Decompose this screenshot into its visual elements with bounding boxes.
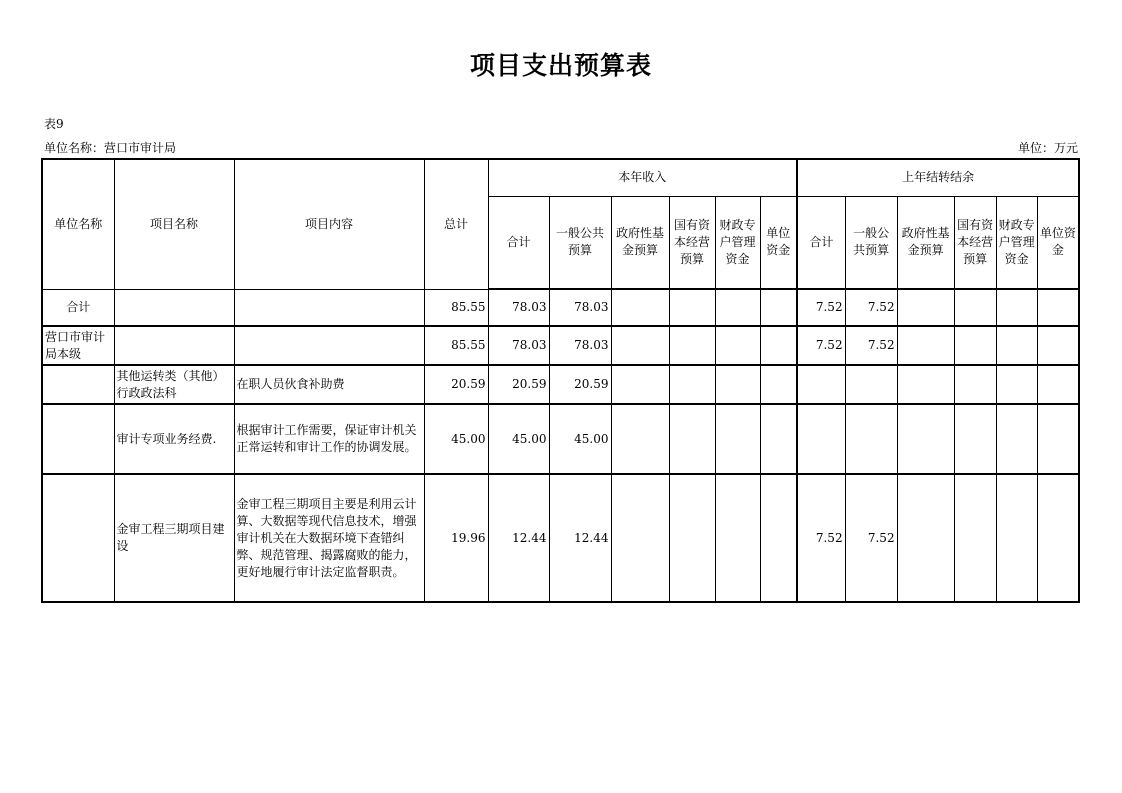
cell-prior-unit-fund (1037, 474, 1079, 602)
header-cur-gov-fund: 政府性基金预算 (611, 196, 669, 289)
cell-cur-unit-fund (760, 289, 797, 326)
cell-prior-unit-fund (1037, 365, 1079, 404)
cell-total: 20.59 (424, 365, 488, 404)
cell-cur-unit-fund (760, 365, 797, 404)
cell-cur-fiscal-special (715, 404, 760, 474)
cell-cur-gov-fund (611, 474, 669, 602)
cell-total: 19.96 (424, 474, 488, 602)
budget-table (41, 158, 1080, 603)
cell-prior-gov-fund (897, 365, 954, 404)
cell-cur-general: 78.03 (549, 289, 611, 326)
header-unit-name: 单位名称 (42, 159, 114, 289)
header-cur-fiscal-special: 财政专户管理资金 (715, 196, 760, 289)
cell-unit: 合计 (42, 289, 114, 326)
cell-cur-general: 20.59 (549, 365, 611, 404)
cell-unit (42, 365, 114, 404)
cell-prior-subtotal: 7.52 (797, 289, 845, 326)
cell-prior-general (845, 404, 897, 474)
cell-cur-subtotal: 45.00 (488, 404, 549, 474)
cell-prior-subtotal (797, 365, 845, 404)
header-prior-state-capital: 国有资本经营预算 (954, 196, 996, 289)
cell-cur-general: 12.44 (549, 474, 611, 602)
cell-cur-fiscal-special (715, 326, 760, 365)
cell-project: 金审工程三期项目建设 (114, 474, 234, 602)
header-cur-general: 一般公共预算 (549, 196, 611, 289)
currency-unit-label: 单位：万元 (1017, 141, 1078, 155)
cell-content (234, 289, 424, 326)
cell-unit (42, 404, 114, 474)
cell-prior-state-capital (954, 404, 996, 474)
cell-cur-fiscal-special (715, 365, 760, 404)
cell-project (114, 326, 234, 365)
cell-prior-gov-fund (897, 289, 954, 326)
cell-prior-gov-fund (897, 474, 954, 602)
header-project-name: 项目名称 (114, 159, 234, 289)
cell-content: 金审工程三期项目主要是利用云计算、大数据等现代信息技术，增强审计机关在大数据环境下查错纠弊、规范管理、揭露腐败的能力，更好地履行审计法定监督职责。 (234, 474, 424, 602)
table-row (42, 289, 1079, 326)
cell-prior-general: 7.52 (845, 326, 897, 365)
header-project-content: 项目内容 (234, 159, 424, 289)
cell-prior-gov-fund (897, 404, 954, 474)
cell-cur-unit-fund (760, 404, 797, 474)
cell-total: 45.00 (424, 404, 488, 474)
cell-prior-fiscal-special (996, 326, 1037, 365)
cell-cur-state-capital (669, 365, 715, 404)
cell-prior-fiscal-special (996, 404, 1037, 474)
header-prior-fiscal-special: 财政专户管理资金 (996, 196, 1037, 289)
cell-cur-gov-fund (611, 289, 669, 326)
table-row (42, 326, 1079, 365)
page-title: 项目支出预算表 (469, 51, 652, 80)
table-number: 表9 (44, 117, 64, 131)
header-prior-general: 一般公共预算 (845, 196, 897, 289)
unit-name-label: 单位名称：营口市审计局 (44, 141, 177, 155)
cell-prior-state-capital (954, 326, 996, 365)
cell-cur-subtotal: 20.59 (488, 365, 549, 404)
header-cur-subtotal: 合计 (488, 196, 549, 289)
cell-content (234, 326, 424, 365)
cell-cur-gov-fund (611, 404, 669, 474)
header-prior-gov-fund: 政府性基金预算 (897, 196, 954, 289)
cell-project: 其他运转类（其他）行政政法科 (114, 365, 234, 404)
cell-total: 85.55 (424, 289, 488, 326)
header-cur-unit-fund: 单位资金 (760, 196, 797, 289)
cell-cur-state-capital (669, 326, 715, 365)
cell-prior-state-capital (954, 365, 996, 404)
cell-prior-fiscal-special (996, 474, 1037, 602)
cell-cur-state-capital (669, 404, 715, 474)
cell-prior-general: 7.52 (845, 474, 897, 602)
cell-cur-general: 78.03 (549, 326, 611, 365)
cell-prior-fiscal-special (996, 289, 1037, 326)
header-prior-carryover: 上年结转结余 (797, 159, 1079, 196)
cell-prior-general: 7.52 (845, 289, 897, 326)
cell-prior-fiscal-special (996, 365, 1037, 404)
table-row (42, 365, 1079, 404)
table-row (42, 474, 1079, 602)
header-current-income: 本年收入 (488, 159, 797, 196)
cell-cur-subtotal: 78.03 (488, 326, 549, 365)
cell-prior-subtotal: 7.52 (797, 326, 845, 365)
cell-cur-state-capital (669, 289, 715, 326)
cell-prior-unit-fund (1037, 289, 1079, 326)
cell-cur-subtotal: 78.03 (488, 289, 549, 326)
cell-prior-unit-fund (1037, 404, 1079, 474)
header-cur-state-capital: 国有资本经营预算 (669, 196, 715, 289)
cell-cur-subtotal: 12.44 (488, 474, 549, 602)
cell-project (114, 289, 234, 326)
cell-unit (42, 474, 114, 602)
cell-cur-unit-fund (760, 326, 797, 365)
cell-cur-unit-fund (760, 474, 797, 602)
cell-prior-state-capital (954, 474, 996, 602)
cell-content: 在职人员伙食补助费 (234, 365, 424, 404)
header-total: 总计 (424, 159, 488, 289)
cell-cur-gov-fund (611, 365, 669, 404)
cell-project: 审计专项业务经费. (114, 404, 234, 474)
cell-unit: 营口市审计局本级 (42, 326, 114, 365)
cell-prior-subtotal: 7.52 (797, 474, 845, 602)
table-row (42, 404, 1079, 474)
cell-prior-subtotal (797, 404, 845, 474)
cell-prior-general (845, 365, 897, 404)
header-prior-subtotal: 合计 (797, 196, 845, 289)
cell-cur-gov-fund (611, 326, 669, 365)
cell-prior-unit-fund (1037, 326, 1079, 365)
cell-cur-fiscal-special (715, 289, 760, 326)
cell-cur-state-capital (669, 474, 715, 602)
header-prior-unit-fund: 单位资金 (1037, 196, 1079, 289)
cell-cur-fiscal-special (715, 474, 760, 602)
cell-content: 根据审计工作需要，保证审计机关正常运转和审计工作的协调发展。 (234, 404, 424, 474)
cell-total: 85.55 (424, 326, 488, 365)
cell-cur-general: 45.00 (549, 404, 611, 474)
cell-prior-gov-fund (897, 326, 954, 365)
cell-prior-state-capital (954, 289, 996, 326)
